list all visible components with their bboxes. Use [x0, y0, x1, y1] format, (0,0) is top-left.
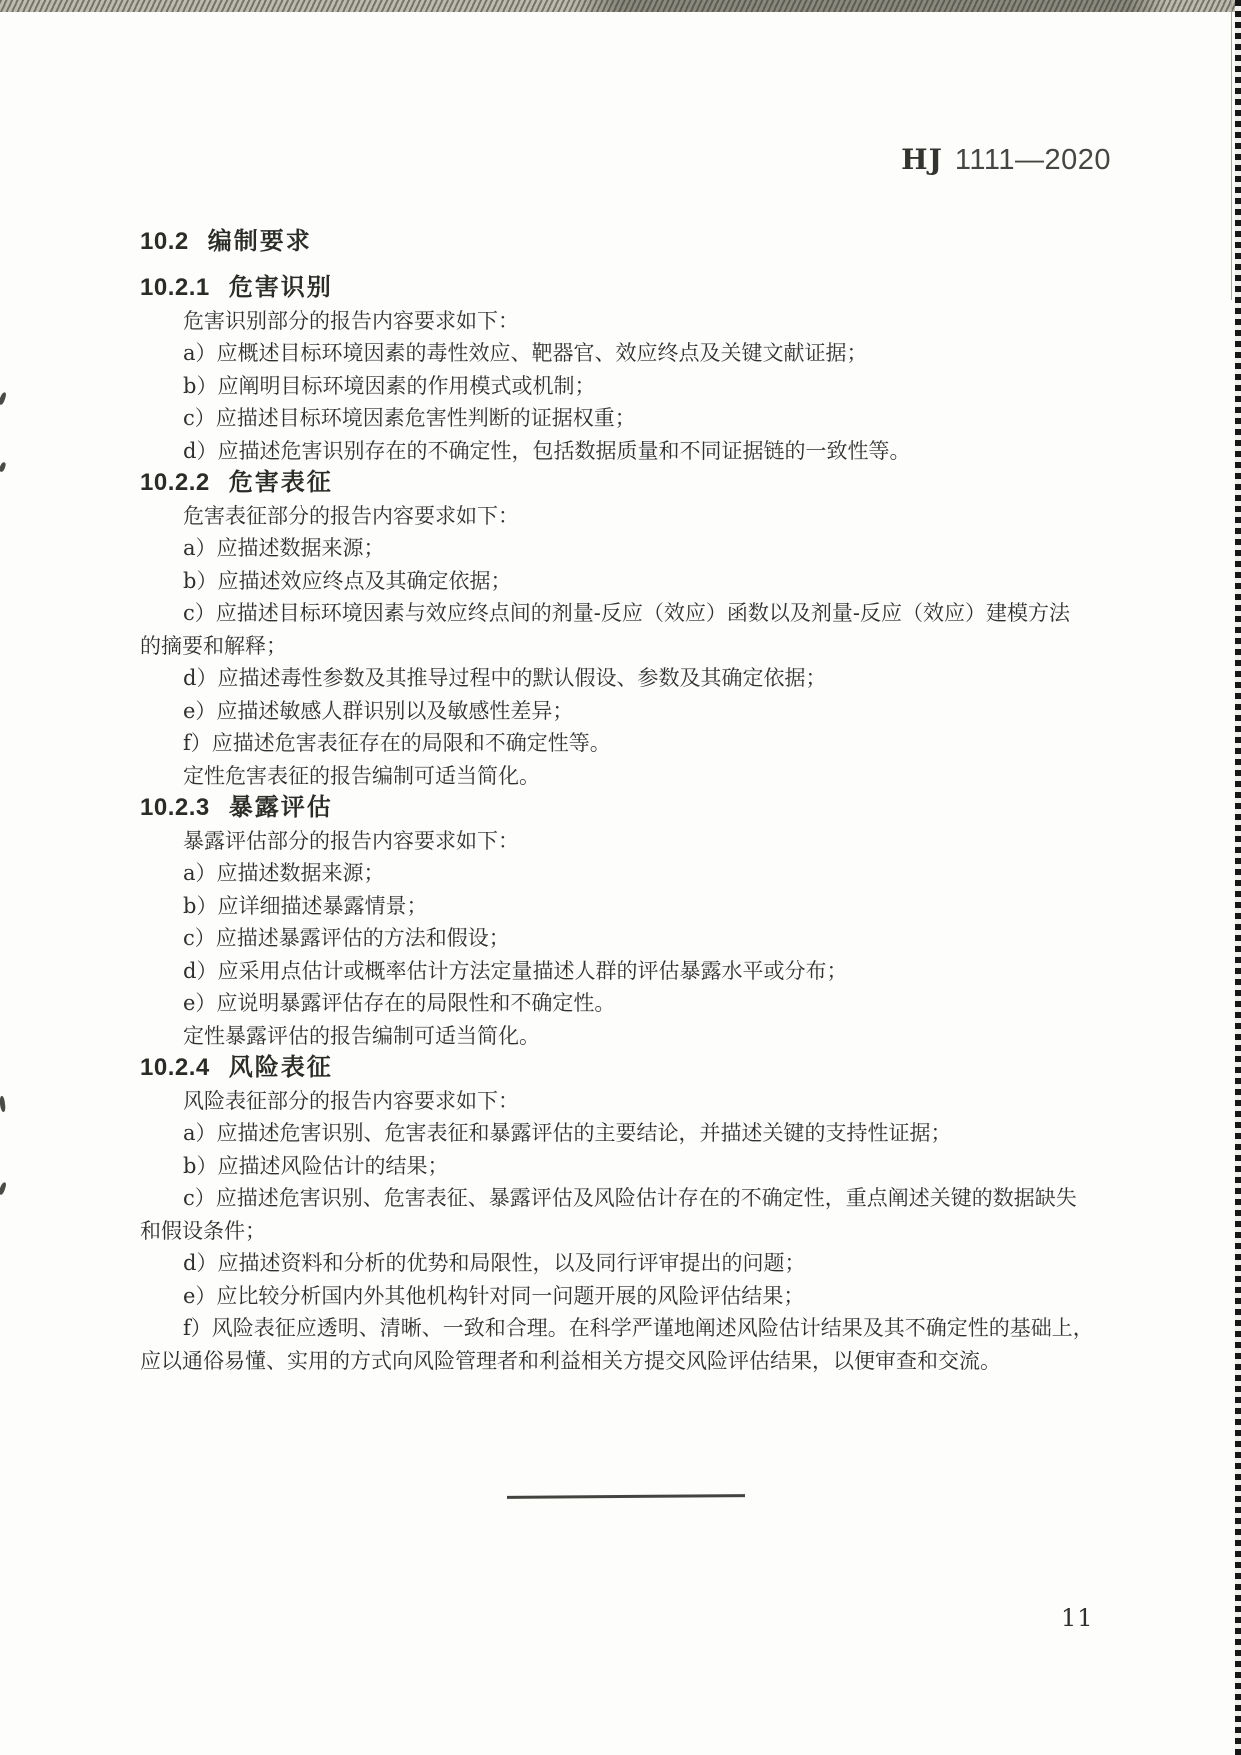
body-line: b）应描述风险估计的结果；: [183, 1153, 449, 1178]
body-line: a）应描述数据来源；: [183, 861, 385, 885]
body-line: e）应比较分析国内外其他机构针对同一问题开展的风险评估结果；: [183, 1283, 805, 1308]
body-line: a）应描述危害识别、危害表征和暴露评估的主要结论，并描述关键的支持性证据；: [183, 1121, 952, 1145]
body-line: b）应描述效应终点及其确定依据；: [183, 568, 512, 593]
body-line: e）应描述敏感人群识别以及敏感性差异；: [183, 698, 574, 723]
body-line: 危害识别部分的报告内容要求如下：: [183, 308, 519, 333]
end-of-text-rule: [507, 1494, 745, 1498]
heading-title: 危害表征: [228, 469, 333, 496]
scan-edge-right-line: [1231, 0, 1232, 300]
heading-title: 危害识别: [228, 274, 333, 301]
section-heading-10.2.4: [140, 1052, 1120, 1085]
body-line: d）应描述毒性参数及其推导过程中的默认假设、参数及其确定依据；: [183, 666, 827, 690]
scan-edge-right-binding: [1235, 0, 1241, 1755]
scan-speck: [0, 392, 7, 406]
heading-number: 10.2.2: [140, 469, 210, 496]
body-line: c）应描述目标环境因素危害性判断的证据权重；: [183, 406, 636, 430]
body-line: 的摘要和解释；: [140, 633, 287, 658]
body-line: 危害表征部分的报告内容要求如下：: [183, 503, 519, 528]
scan-speck: [0, 461, 6, 472]
body-line: f）应描述危害表征存在的局限和不确定性等。: [183, 731, 611, 755]
heading-title: 编制要求: [207, 228, 312, 255]
body-line: d）应采用点估计或概率估计方法定量描述人群的评估暴露水平或分布；: [183, 958, 848, 983]
body-line: c）应描述暴露评估的方法和假设；: [183, 926, 510, 950]
body-line: a）应描述数据来源；: [183, 536, 385, 560]
body-line: a）应概述目标环境因素的毒性效应、靶器官、效应终点及关键文献证据；: [183, 341, 868, 365]
body-line: c）应描述危害识别、危害表征、暴露评估及风险估计存在的不确定性，重点阐述关键的数据缺失: [183, 1186, 1077, 1210]
section-heading-10.2.3: [140, 792, 1120, 825]
standard-number-header: [901, 143, 1111, 177]
scan-speck: [0, 1182, 7, 1196]
scan-speck: [0, 1096, 6, 1113]
section-heading-10.2.1: [140, 272, 1120, 305]
heading-title: 暴露评估: [228, 794, 333, 821]
body-line: 和假设条件；: [140, 1218, 266, 1243]
heading-number: 10.2.3: [140, 794, 210, 821]
scan-edge-top: [0, 0, 1241, 12]
section-heading-10.2.2: [140, 467, 1120, 500]
page-number: 11: [1061, 1604, 1094, 1632]
standard-prefix: HJ: [901, 143, 943, 176]
section-heading-10.2: [140, 224, 1120, 260]
body-line: 风险表征部分的报告内容要求如下：: [183, 1088, 519, 1113]
document-body: [140, 224, 1120, 1377]
body-line: 暴露评估部分的报告内容要求如下：: [183, 828, 519, 853]
body-line: d）应描述资料和分析的优势和局限性，以及同行评审提出的问题；: [183, 1251, 806, 1275]
heading-title: 风险表征: [228, 1054, 333, 1081]
body-line: b）应阐明目标环境因素的作用模式或机制；: [183, 373, 596, 398]
standard-code: 1111—2020: [954, 144, 1111, 176]
heading-number: 10.2.1: [140, 274, 210, 301]
body-line: f）风险表征应透明、清晰、一致和合理。在科学严谨地阐述风险估计结果及其不确定性的基础上，: [183, 1316, 1094, 1340]
body-line: c）应描述目标环境因素与效应终点间的剂量-反应（效应）函数以及剂量-反应（效应）建模方法: [183, 601, 1070, 625]
body-line: 应以通俗易懂、实用的方式向风险管理者和利益相关方提交风险评估结果，以便审查和交流。: [140, 1348, 1001, 1373]
heading-number: 10.2.4: [140, 1054, 210, 1081]
body-line: d）应描述危害识别存在的不确定性，包括数据质量和不同证据链的一致性等。: [183, 438, 911, 463]
heading-number: 10.2: [140, 228, 189, 255]
body-line: e）应说明暴露评估存在的局限性和不确定性。: [183, 991, 616, 1015]
body-line: 定性危害表征的报告编制可适当简化。: [183, 763, 540, 788]
body-line: b）应详细描述暴露情景；: [183, 893, 428, 918]
body-line: 定性暴露评估的报告编制可适当简化。: [183, 1023, 540, 1048]
